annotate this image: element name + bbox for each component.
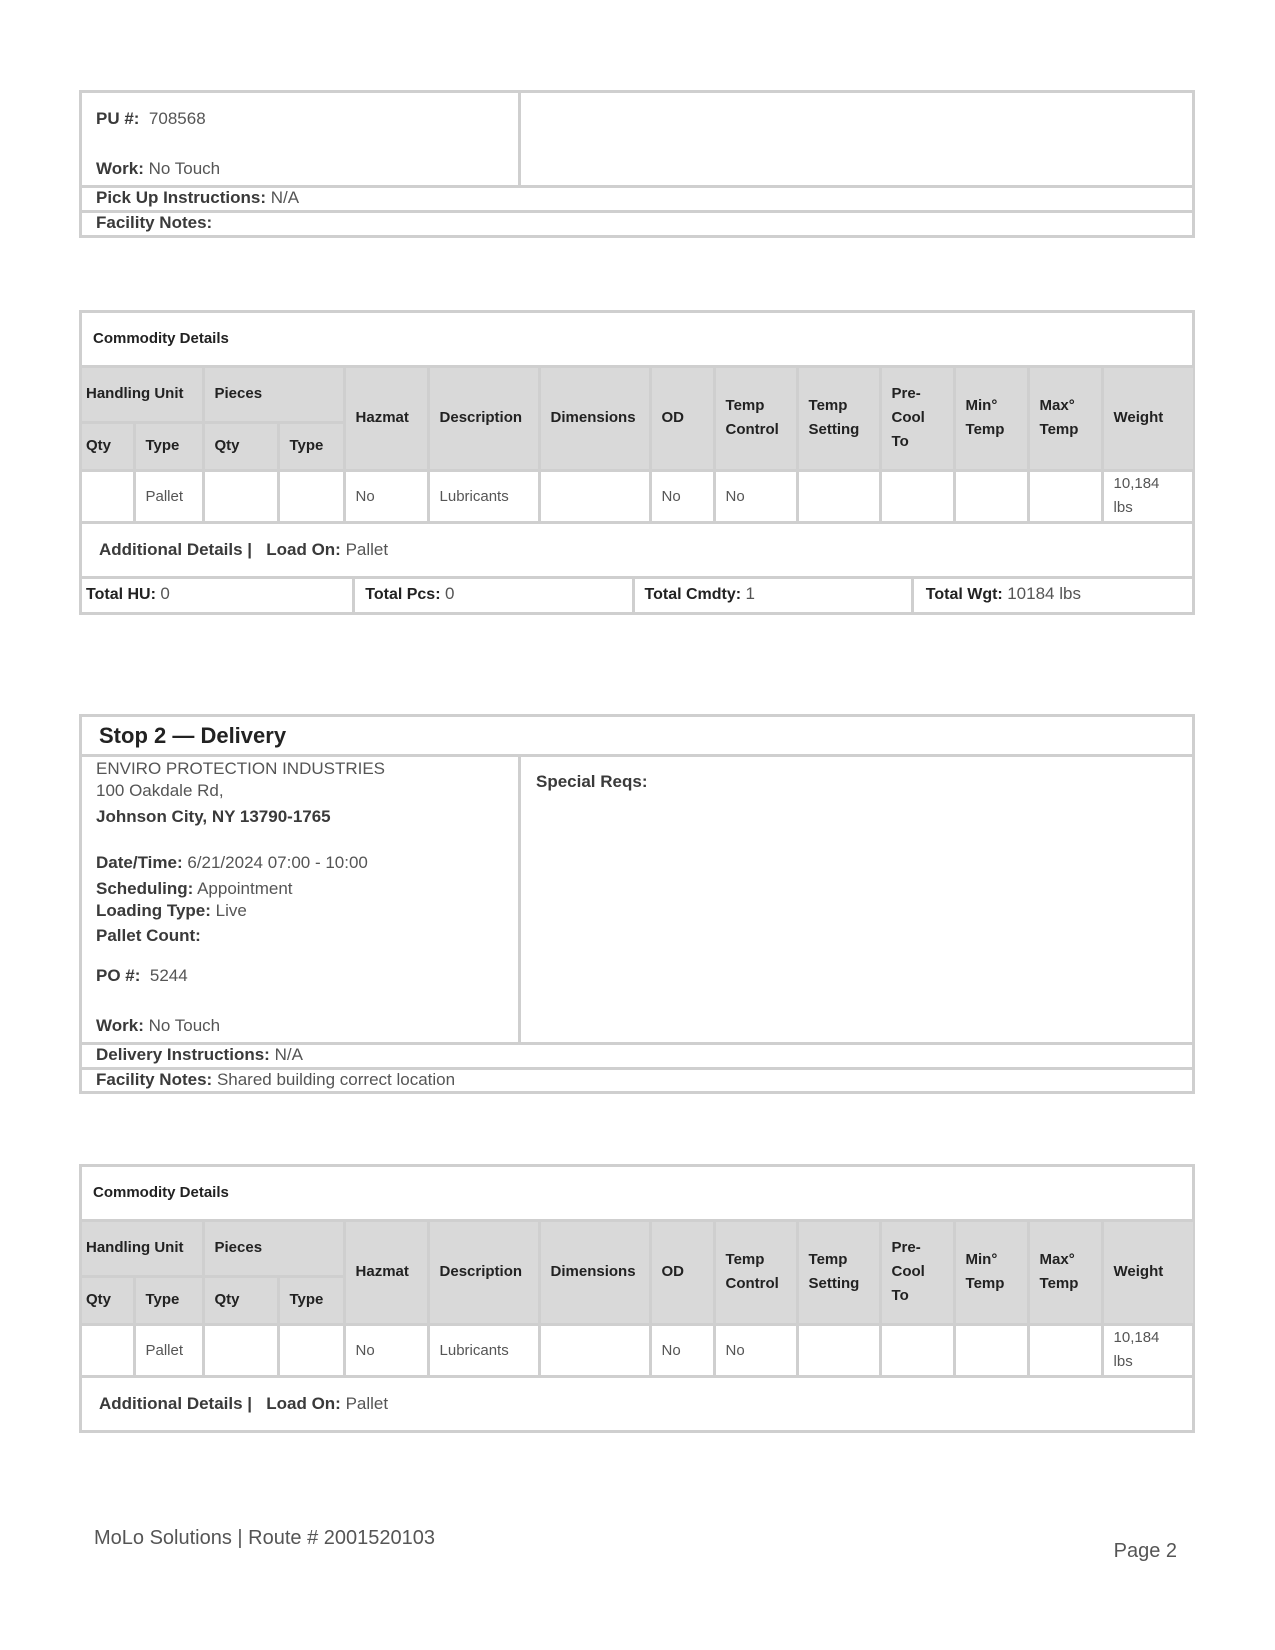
cell-max-temp xyxy=(1028,1324,1102,1376)
cell-precool xyxy=(880,470,954,522)
cell-hu-qty xyxy=(82,1324,134,1376)
cell-od: No xyxy=(650,470,714,522)
header-temp-setting: Temp Setting xyxy=(797,1222,880,1324)
header-pc-qty: Qty xyxy=(203,422,278,470)
cell-hu-type: Pallet xyxy=(134,470,203,522)
cell-max-temp xyxy=(1028,470,1102,522)
commodity-title: Commodity Details xyxy=(82,1167,1192,1222)
additional-details xyxy=(82,524,1192,576)
pickup-stop-box xyxy=(79,90,1195,238)
cell-precool xyxy=(880,1324,954,1376)
work-label: Work: xyxy=(96,159,144,178)
cell-pc-type xyxy=(278,1324,344,1376)
work-value: No Touch xyxy=(148,159,221,178)
pallet-count xyxy=(96,926,201,946)
header-weight: Weight xyxy=(1102,368,1193,470)
header-pieces: Pieces xyxy=(203,368,344,422)
delivery-work xyxy=(96,1016,220,1036)
delivery-instructions-label: Delivery Instructions: xyxy=(96,1045,270,1064)
header-handling-unit: Handling Unit xyxy=(82,368,203,422)
load-on-label: Load On: xyxy=(266,1393,341,1413)
cell-weight: 10,184 lbs xyxy=(1102,1324,1193,1376)
cell-pc-type xyxy=(278,470,344,522)
header-hu-qty: Qty xyxy=(82,422,134,470)
po-number xyxy=(96,966,188,986)
commodity-details-2 xyxy=(79,1164,1195,1433)
stop-title: Stop 2 — Delivery xyxy=(99,723,287,748)
cell-dimensions xyxy=(539,1324,650,1376)
scheduling xyxy=(96,879,293,899)
header-hazmat: Hazmat xyxy=(344,1222,428,1324)
commodity-totals xyxy=(82,576,1192,612)
special-reqs-label: Special Reqs: xyxy=(536,772,648,791)
pu-label: PU #: xyxy=(96,109,140,128)
header-min-temp: Min° Temp xyxy=(954,368,1028,470)
header-dimensions: Dimensions xyxy=(539,1222,650,1324)
load-on-value: Pallet xyxy=(345,539,389,559)
loading-type xyxy=(96,901,247,921)
header-pc-type: Type xyxy=(278,422,344,470)
header-temp-control: Temp Control xyxy=(714,368,797,470)
po-label: PO #: xyxy=(96,966,141,985)
header-hu-type: Type xyxy=(134,1276,203,1324)
commodity-details-1 xyxy=(79,310,1195,615)
load-on-value: Pallet xyxy=(345,1393,389,1413)
cell-pc-qty xyxy=(203,470,278,522)
header-hu-type: Type xyxy=(134,422,203,470)
date-time-value: 6/21/2024 07:00 - 10:00 xyxy=(187,853,368,872)
table-row xyxy=(82,1324,1193,1376)
header-pc-qty: Qty xyxy=(203,1276,278,1324)
work-value: No Touch xyxy=(148,1016,221,1035)
loading-type-value: Live xyxy=(215,901,247,920)
pu-number xyxy=(96,109,206,129)
cell-min-temp xyxy=(954,1324,1028,1376)
header-hu-qty: Qty xyxy=(82,1276,134,1324)
header-weight: Weight xyxy=(1102,1222,1193,1324)
cell-hazmat: No xyxy=(344,1324,428,1376)
scheduling-value: Appointment xyxy=(197,879,293,898)
header-od: OD xyxy=(650,1222,714,1324)
table-row xyxy=(82,470,1193,522)
pallet-count-label: Pallet Count: xyxy=(96,926,201,945)
header-pieces: Pieces xyxy=(203,1222,344,1276)
scheduling-label: Scheduling: xyxy=(96,879,194,898)
total-wgt: Total Wgt: 10184 lbs xyxy=(925,583,1081,603)
header-description: Description xyxy=(428,368,539,470)
header-dimensions: Dimensions xyxy=(539,368,650,470)
commodity-title: Commodity Details xyxy=(82,313,1192,368)
total-pcs: Total Pcs: 0 xyxy=(355,579,634,612)
cell-temp-setting xyxy=(797,470,880,522)
pu-value: 708568 xyxy=(148,109,206,128)
delivery-facility-notes xyxy=(96,1070,455,1090)
cell-pc-qty xyxy=(203,1324,278,1376)
cell-temp-control: No xyxy=(714,470,797,522)
city-state-zip: Johnson City, NY 13790-1765 xyxy=(96,807,331,826)
facility-notes-label: Facility Notes: xyxy=(96,1070,213,1089)
cell-weight: 10,184 lbs xyxy=(1102,470,1193,522)
header-handling-unit: Handling Unit xyxy=(82,1222,203,1276)
pickup-facility-notes xyxy=(96,213,212,233)
header-precool: Pre- Cool To xyxy=(880,368,954,470)
footer-route: MoLo Solutions | Route # 2001520103 xyxy=(94,1527,436,1549)
additional-details xyxy=(82,1378,1192,1430)
facility-notes-value: Shared building correct location xyxy=(216,1070,456,1089)
header-temp-control: Temp Control xyxy=(714,1222,797,1324)
po-value: 5244 xyxy=(149,966,188,985)
delivery-instructions-value: N/A xyxy=(274,1045,303,1064)
cell-hu-type: Pallet xyxy=(134,1324,203,1376)
additional-details-label: Additional Details | xyxy=(99,539,253,559)
header-min-temp: Min° Temp xyxy=(954,1222,1028,1324)
additional-details-label: Additional Details | xyxy=(99,1393,253,1413)
loading-type-label: Loading Type: xyxy=(96,901,211,920)
total-cmdty: Total Cmdty: 1 xyxy=(635,579,914,612)
date-time-label: Date/Time: xyxy=(96,853,183,872)
pickup-instructions-label: Pick Up Instructions: xyxy=(96,188,267,207)
header-precool: Pre- Cool To xyxy=(880,1222,954,1324)
company-name: ENVIRO PROTECTION INDUSTRIES xyxy=(96,759,386,778)
pickup-instructions-value: N/A xyxy=(270,188,300,207)
pickup-instructions xyxy=(96,188,299,208)
date-time xyxy=(96,853,368,873)
header-max-temp: Max° Temp xyxy=(1028,368,1102,470)
header-hazmat: Hazmat xyxy=(344,368,428,470)
cell-description: Lubricants xyxy=(428,470,539,522)
cell-hazmat: No xyxy=(344,470,428,522)
cell-temp-control: No xyxy=(714,1324,797,1376)
commodity-table-1 xyxy=(82,368,1193,524)
cell-dimensions xyxy=(539,470,650,522)
cell-hu-qty xyxy=(82,470,134,522)
cell-description: Lubricants xyxy=(428,1324,539,1376)
header-description: Description xyxy=(428,1222,539,1324)
cell-temp-setting xyxy=(797,1324,880,1376)
cell-od: No xyxy=(650,1324,714,1376)
stop-2-delivery-box xyxy=(79,714,1195,1094)
commodity-table-2 xyxy=(82,1222,1193,1378)
header-pc-type: Type xyxy=(278,1276,344,1324)
page-number: Page 2 xyxy=(1113,1540,1177,1562)
header-max-temp: Max° Temp xyxy=(1028,1222,1102,1324)
total-hu: Total HU: 0 xyxy=(82,579,355,612)
load-on-label: Load On: xyxy=(266,539,341,559)
work-label: Work: xyxy=(96,1016,144,1035)
delivery-instructions xyxy=(96,1045,303,1065)
cell-min-temp xyxy=(954,470,1028,522)
header-od: OD xyxy=(650,368,714,470)
pickup-work xyxy=(96,159,220,179)
address-line: 100 Oakdale Rd, xyxy=(96,781,224,800)
facility-notes-label: Facility Notes: xyxy=(96,213,213,232)
header-temp-setting: Temp Setting xyxy=(797,368,880,470)
